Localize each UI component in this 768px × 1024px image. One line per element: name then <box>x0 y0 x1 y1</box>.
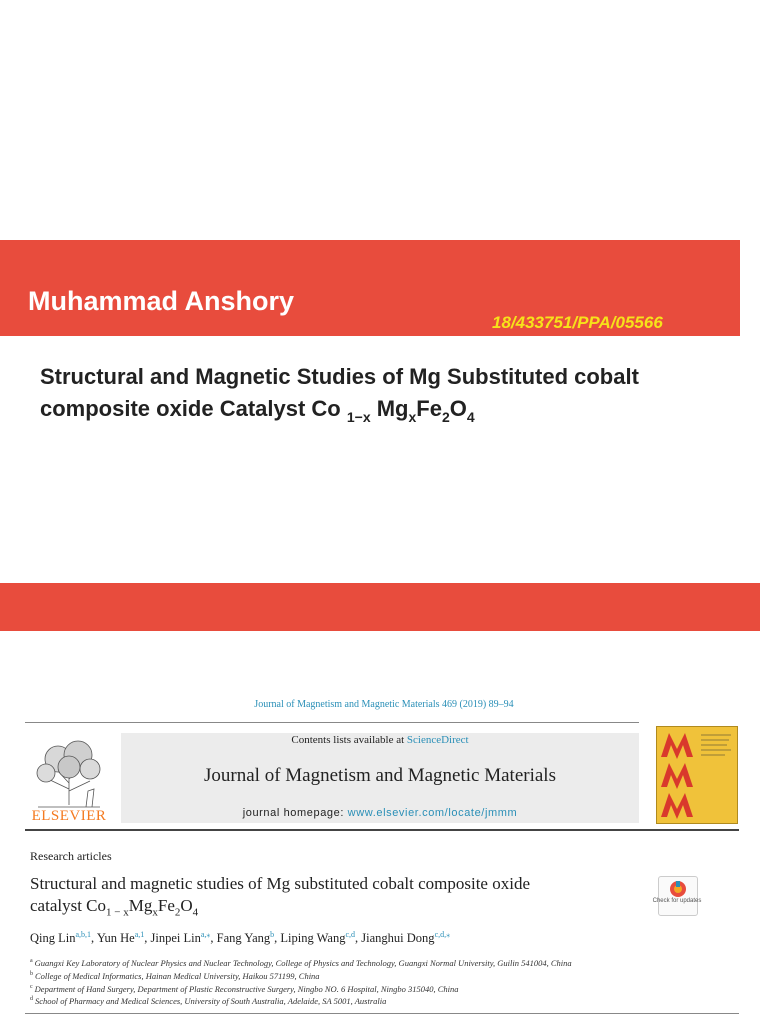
author-affiliation-mark: a,b,1 <box>75 930 92 939</box>
author-affiliation-mark: a,⁎ <box>200 930 211 939</box>
contents-line <box>121 734 639 746</box>
title-subscript: 4 <box>466 409 475 425</box>
affiliation-text: Guangxi Key Laboratory of Nuclear Physics and Nuclear Technology, College of Physics and Technology, Guangxi Normal University, Guilin 541004, China <box>34 957 572 968</box>
affiliation-rule <box>25 1013 739 1014</box>
author[interactable] <box>97 931 144 945</box>
title-subscript: 1−x <box>346 409 371 425</box>
affiliation-item <box>30 994 750 1007</box>
author[interactable] <box>30 931 91 945</box>
divider-line <box>25 722 639 723</box>
title-text: Fe <box>416 396 442 421</box>
article-title-line-2 <box>30 895 650 923</box>
title-text: catalyst Co <box>30 896 107 915</box>
affiliation-text: School of Pharmacy and Medical Sciences, University of South Australia, Adelaide, SA 5001, Australia <box>35 996 387 1007</box>
affiliation-mark: a <box>30 958 33 964</box>
author-name: Yun He <box>96 931 135 946</box>
homepage-label: journal homepage: <box>242 807 348 819</box>
author[interactable] <box>361 931 450 945</box>
affiliation-item <box>30 969 750 982</box>
author-name: Jianghui Dong <box>361 931 435 946</box>
title-text: Mg <box>128 896 153 915</box>
title-text: composite oxide Catalyst Co <box>40 396 347 421</box>
author[interactable] <box>280 931 355 945</box>
homepage-link[interactable]: www.elsevier.com/locate/jmmm <box>347 807 518 819</box>
author-affiliation-mark: c,d,⁎ <box>434 930 451 939</box>
journal-cover-image <box>656 726 738 824</box>
author-name: Liping Wang <box>280 931 346 946</box>
homepage-line <box>121 807 639 819</box>
presenter-name: Muhammad Anshory <box>28 286 295 316</box>
journal-header-box <box>121 733 639 823</box>
title-text: Mg <box>370 396 409 421</box>
author-name: Fang Yang <box>216 931 271 946</box>
divider-band <box>0 583 760 631</box>
affiliation-mark: c <box>30 983 33 990</box>
title-text: O <box>449 396 467 421</box>
check-for-updates-button[interactable] <box>658 876 698 916</box>
author-affiliation-mark: a,1 <box>134 930 145 939</box>
affiliation-text: College of Medical Informatics, Hainan Medical University, Haikou 571199, China <box>35 970 320 981</box>
section-label: Research articles <box>30 849 112 863</box>
journal-citation[interactable]: Journal of Magnetism and Magnetic Materials 469 (2019) 89–94 <box>254 699 514 710</box>
title-subscript: 4 <box>192 906 199 919</box>
title-text: Fe <box>157 896 175 915</box>
student-id: 18/433751/PPA/05566 <box>492 313 663 332</box>
title-text: O <box>180 896 193 915</box>
article-title <box>30 873 650 923</box>
author-name: Jinpei Lin <box>150 931 201 946</box>
title-subscript: 2 <box>441 409 450 425</box>
slide-title <box>40 361 760 427</box>
cover-mmm-graphic <box>657 727 737 823</box>
author-affiliation-mark: c,d <box>345 930 356 939</box>
header-rule <box>25 829 739 831</box>
author[interactable] <box>217 931 275 945</box>
affiliation-item <box>30 956 750 969</box>
sciencedirect-link[interactable]: ScienceDirect <box>406 734 469 746</box>
author[interactable] <box>151 931 211 945</box>
article-title-line-1: Structural and magnetic studies of Mg substituted cobalt composite oxide <box>30 874 530 893</box>
affiliation-list <box>30 956 750 1007</box>
title-subscript: x <box>408 409 417 425</box>
author-affiliation-mark: b <box>270 930 275 939</box>
elsevier-wordmark: ELSEVIER <box>31 808 107 824</box>
author-name: Qing Lin <box>30 931 76 946</box>
journal-name: Journal of Magnetism and Magnetic Materials <box>204 765 556 786</box>
slide-title-line-1: Structural and Magnetic Studies of Mg Substituted cobalt <box>40 364 639 389</box>
title-subscript: 1 − x <box>106 906 129 919</box>
affiliation-item <box>30 982 750 995</box>
title-subscript: 2 <box>174 906 181 919</box>
affiliation-mark: b <box>30 970 33 977</box>
affiliation-mark: d <box>30 996 33 1003</box>
check-for-updates-label: Check for updates <box>652 898 702 904</box>
title-subscript: x <box>152 906 158 919</box>
author-list: Qing Lin$^{a,b,1}$, Yun He$^{a,1}$, Jinpei Lin$^{a,⁎}$, Fang Yang$^b$, Liping Wang$^{c,d}$, Jianghui Dong$^{c,d,⁎}$ <box>30 930 451 946</box>
affiliation-text: Department of Hand Surgery, Department of Plastic Reconstructive Surgery, Ningbo NO. 6 Hospital, Ningbo 315040, China <box>34 983 459 994</box>
slide-title-line-2 <box>40 393 760 427</box>
contents-text: Contents lists available at <box>291 734 407 746</box>
